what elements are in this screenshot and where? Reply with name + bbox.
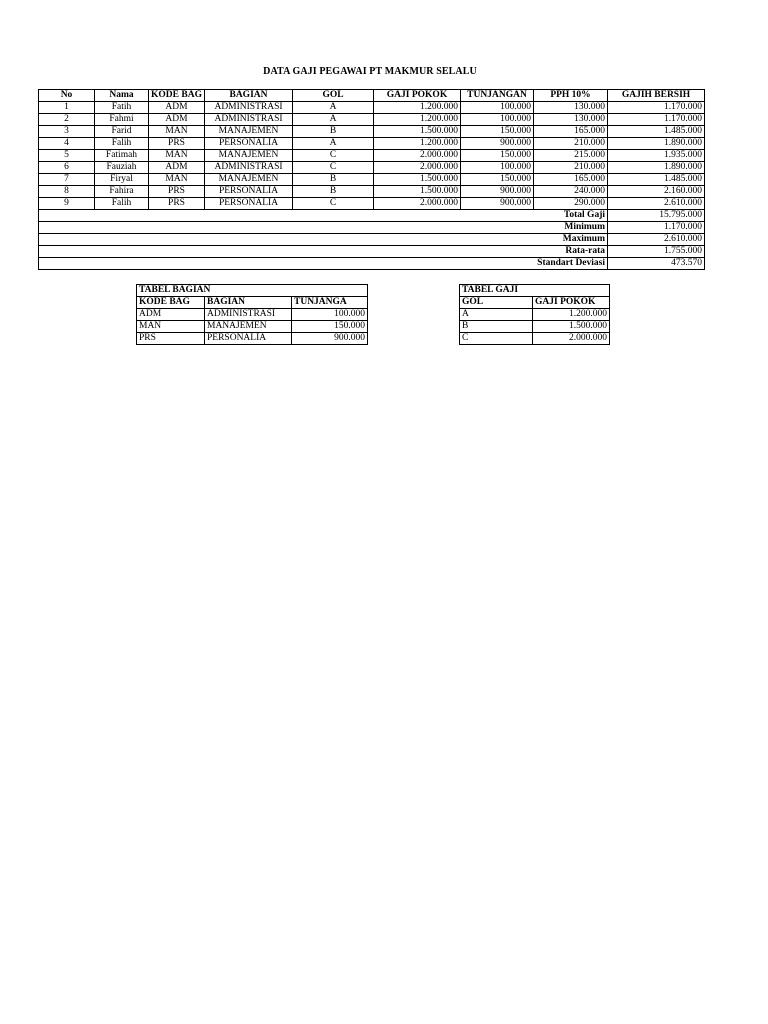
- summary-label: Total Gaji: [39, 210, 608, 222]
- tabel-gaji-header: GOL: [460, 297, 533, 309]
- cell-no: 4: [39, 138, 95, 150]
- tabel-bagian: [136, 284, 368, 345]
- cell-bagian: MANAJEMEN: [205, 126, 293, 138]
- summary-value: 473.570: [608, 258, 705, 270]
- summary-value: 2.610.000: [608, 234, 705, 246]
- cell-pph: 290.000: [534, 198, 608, 210]
- cell-nama: Firyal: [95, 174, 149, 186]
- cell-gajih-bersih: 2.610.000: [608, 198, 705, 210]
- table-row: [39, 162, 705, 174]
- cell-gajih-bersih: 1.170.000: [608, 114, 705, 126]
- summary-value: 1.755.000: [608, 246, 705, 258]
- cell-pph: 165.000: [534, 174, 608, 186]
- table-cell: ADMINISTRASI: [205, 309, 292, 321]
- table-row: [39, 102, 705, 114]
- cell-gajih-bersih: 1.485.000: [608, 174, 705, 186]
- cell-bagian: ADMINISTRASI: [205, 162, 293, 174]
- summary-row: [39, 222, 705, 234]
- cell-no: 5: [39, 150, 95, 162]
- cell-gol: C: [293, 150, 374, 162]
- table-cell: 1.500.000: [533, 321, 610, 333]
- tabel-bagian-title: TABEL BAGIAN: [137, 285, 368, 297]
- table-cell: PERSONALIA: [205, 333, 292, 345]
- header-gol: GOL: [293, 90, 374, 102]
- summary-label: Minimum: [39, 222, 608, 234]
- table-row: [39, 174, 705, 186]
- document-title: DATA GAJI PEGAWAI PT MAKMUR SELALU: [263, 66, 477, 77]
- cell-nama: Falih: [95, 198, 149, 210]
- cell-gaji-pokok: 1.500.000: [374, 186, 461, 198]
- table-cell: PRS: [137, 333, 205, 345]
- summary-label: Standart Deviasi: [39, 258, 608, 270]
- cell-kode-bag: ADM: [149, 162, 205, 174]
- cell-gajih-bersih: 1.935.000: [608, 150, 705, 162]
- table-cell: 150.000: [292, 321, 368, 333]
- cell-gajih-bersih: 2.160.000: [608, 186, 705, 198]
- cell-nama: Fauziah: [95, 162, 149, 174]
- summary-label: Maximum: [39, 234, 608, 246]
- cell-pph: 215.000: [534, 150, 608, 162]
- cell-no: 1: [39, 102, 95, 114]
- table-cell: 2.000.000: [533, 333, 610, 345]
- cell-gol: A: [293, 114, 374, 126]
- cell-gaji-pokok: 2.000.000: [374, 162, 461, 174]
- cell-pph: 210.000: [534, 162, 608, 174]
- cell-bagian: MANAJEMEN: [205, 174, 293, 186]
- table-cell: A: [460, 309, 533, 321]
- cell-no: 2: [39, 114, 95, 126]
- cell-no: 9: [39, 198, 95, 210]
- table-row: [137, 333, 368, 345]
- cell-gol: A: [293, 138, 374, 150]
- cell-gol: B: [293, 126, 374, 138]
- cell-pph: 130.000: [534, 102, 608, 114]
- cell-no: 8: [39, 186, 95, 198]
- header-bagian: BAGIAN: [205, 90, 293, 102]
- table-row: [460, 333, 610, 345]
- table-row: [39, 126, 705, 138]
- cell-gaji-pokok: 1.200.000: [374, 102, 461, 114]
- summary-row: [39, 234, 705, 246]
- tabel-bagian-title-row: [137, 285, 368, 297]
- cell-gajih-bersih: 1.890.000: [608, 138, 705, 150]
- cell-bagian: MANAJEMEN: [205, 150, 293, 162]
- table-row: [39, 138, 705, 150]
- table-cell: 1.200.000: [533, 309, 610, 321]
- table-row: [137, 309, 368, 321]
- cell-tunjangan: 900.000: [461, 138, 534, 150]
- cell-gajih-bersih: 1.485.000: [608, 126, 705, 138]
- cell-gol: B: [293, 186, 374, 198]
- header-gajih-bersih: GAJIH BERSIH: [608, 90, 705, 102]
- cell-bagian: PERSONALIA: [205, 198, 293, 210]
- cell-no: 7: [39, 174, 95, 186]
- table-cell: MANAJEMEN: [205, 321, 292, 333]
- header-no: No: [39, 90, 95, 102]
- cell-gaji-pokok: 1.200.000: [374, 138, 461, 150]
- table-row: [460, 321, 610, 333]
- cell-no: 6: [39, 162, 95, 174]
- cell-kode-bag: MAN: [149, 126, 205, 138]
- summary-label: Rata-rata: [39, 246, 608, 258]
- cell-pph: 165.000: [534, 126, 608, 138]
- tabel-bagian-header-row: [137, 297, 368, 309]
- tabel-bagian-header: BAGIAN: [205, 297, 292, 309]
- cell-nama: Fatimah: [95, 150, 149, 162]
- summary-row: [39, 258, 705, 270]
- cell-nama: Farid: [95, 126, 149, 138]
- tabel-gaji-title-row: [460, 285, 610, 297]
- tabel-gaji: [459, 284, 610, 345]
- cell-tunjangan: 100.000: [461, 162, 534, 174]
- cell-gol: C: [293, 198, 374, 210]
- cell-kode-bag: PRS: [149, 138, 205, 150]
- cell-bagian: ADMINISTRASI: [205, 114, 293, 126]
- table-row: [137, 321, 368, 333]
- header-gaji-pokok: GAJI POKOK: [374, 90, 461, 102]
- cell-tunjangan: 100.000: [461, 102, 534, 114]
- cell-kode-bag: PRS: [149, 198, 205, 210]
- cell-bagian: ADMINISTRASI: [205, 102, 293, 114]
- cell-pph: 210.000: [534, 138, 608, 150]
- summary-value: 1.170.000: [608, 222, 705, 234]
- table-cell: B: [460, 321, 533, 333]
- cell-kode-bag: MAN: [149, 150, 205, 162]
- tabel-gaji-header-row: [460, 297, 610, 309]
- salary-table: [38, 89, 705, 270]
- cell-gaji-pokok: 1.500.000: [374, 126, 461, 138]
- tabel-bagian-header: KODE BAG: [137, 297, 205, 309]
- cell-tunjangan: 900.000: [461, 186, 534, 198]
- cell-pph: 130.000: [534, 114, 608, 126]
- table-row: [460, 309, 610, 321]
- table-cell: C: [460, 333, 533, 345]
- cell-gajih-bersih: 1.890.000: [608, 162, 705, 174]
- cell-gajih-bersih: 1.170.000: [608, 102, 705, 114]
- header-kode-bag: KODE BAG: [149, 90, 205, 102]
- cell-bagian: PERSONALIA: [205, 138, 293, 150]
- cell-gaji-pokok: 1.200.000: [374, 114, 461, 126]
- tabel-gaji-title: TABEL GAJI: [460, 285, 610, 297]
- cell-nama: Falih: [95, 138, 149, 150]
- cell-kode-bag: PRS: [149, 186, 205, 198]
- cell-pph: 240.000: [534, 186, 608, 198]
- table-cell: MAN: [137, 321, 205, 333]
- summary-row: [39, 210, 705, 222]
- cell-tunjangan: 150.000: [461, 126, 534, 138]
- cell-nama: Fahmi: [95, 114, 149, 126]
- cell-kode-bag: ADM: [149, 114, 205, 126]
- summary-value: 15.795.000: [608, 210, 705, 222]
- cell-kode-bag: ADM: [149, 102, 205, 114]
- tabel-gaji-header: GAJI POKOK: [533, 297, 610, 309]
- cell-gol: B: [293, 174, 374, 186]
- cell-nama: Fatih: [95, 102, 149, 114]
- table-cell: ADM: [137, 309, 205, 321]
- header-nama: Nama: [95, 90, 149, 102]
- cell-kode-bag: MAN: [149, 174, 205, 186]
- header-pph: PPH 10%: [534, 90, 608, 102]
- table-cell: 100.000: [292, 309, 368, 321]
- cell-bagian: PERSONALIA: [205, 186, 293, 198]
- table-row: [39, 198, 705, 210]
- table-row: [39, 186, 705, 198]
- cell-gol: A: [293, 102, 374, 114]
- tabel-bagian-header: TUNJANGA: [292, 297, 368, 309]
- salary-table-header-row: [39, 90, 705, 102]
- summary-row: [39, 246, 705, 258]
- cell-gol: C: [293, 162, 374, 174]
- table-row: [39, 150, 705, 162]
- cell-tunjangan: 900.000: [461, 198, 534, 210]
- header-tunjangan: TUNJANGAN: [461, 90, 534, 102]
- cell-gaji-pokok: 2.000.000: [374, 198, 461, 210]
- cell-gaji-pokok: 2.000.000: [374, 150, 461, 162]
- cell-nama: Fahira: [95, 186, 149, 198]
- cell-tunjangan: 150.000: [461, 174, 534, 186]
- table-cell: 900.000: [292, 333, 368, 345]
- cell-tunjangan: 100.000: [461, 114, 534, 126]
- table-row: [39, 114, 705, 126]
- cell-gaji-pokok: 1.500.000: [374, 174, 461, 186]
- cell-tunjangan: 150.000: [461, 150, 534, 162]
- cell-no: 3: [39, 126, 95, 138]
